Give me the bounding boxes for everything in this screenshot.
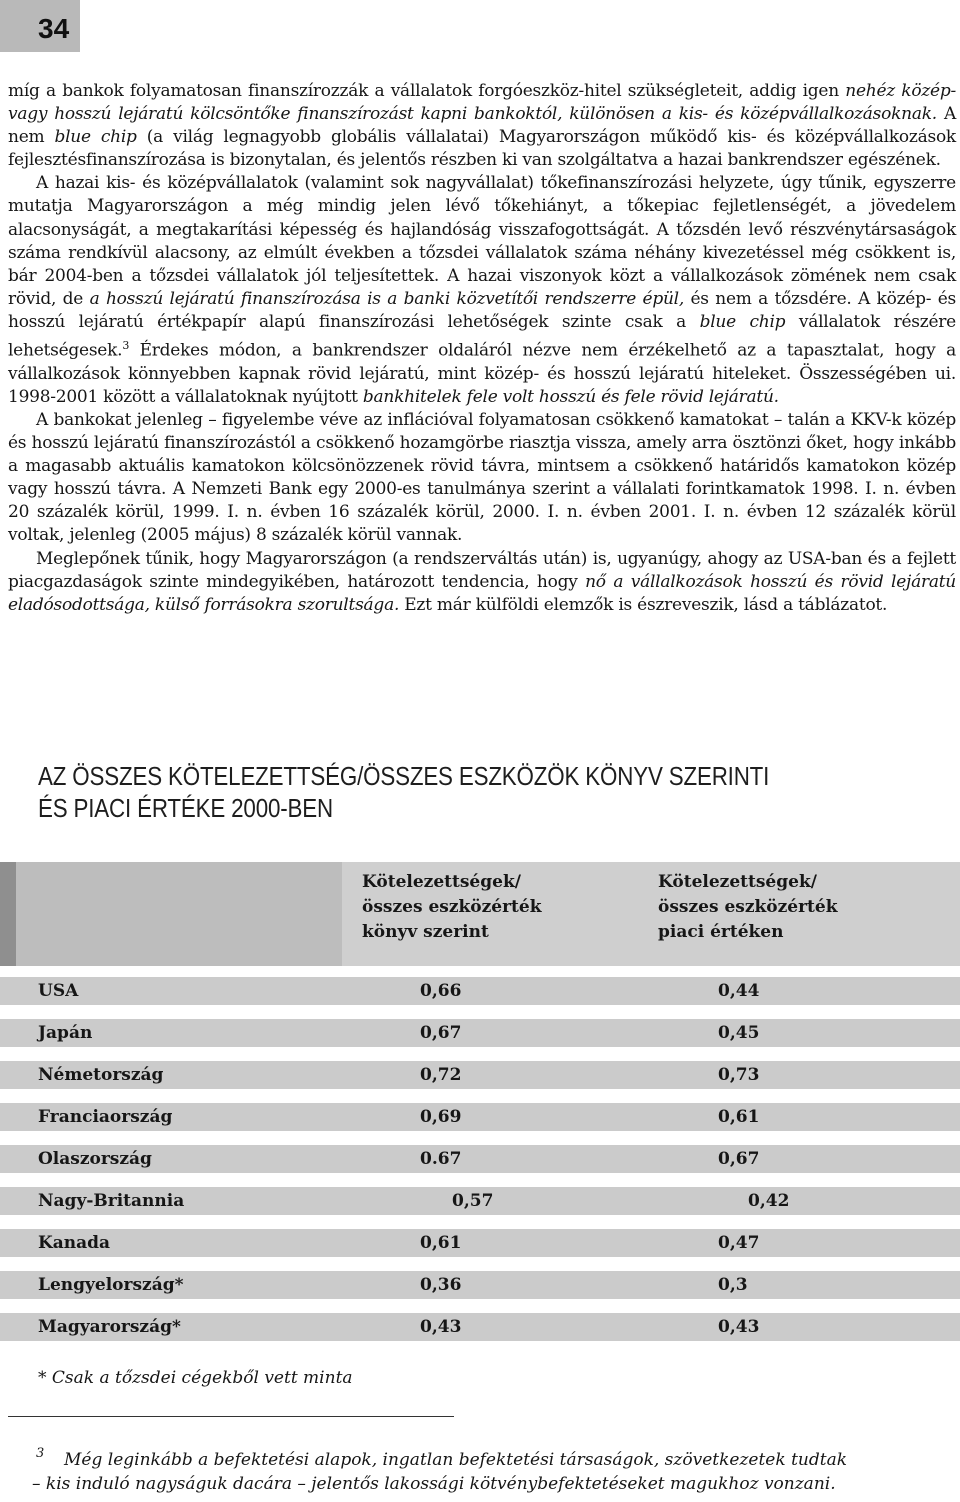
table-header-stub <box>16 862 342 966</box>
book-value-cell: 0,61 <box>420 1233 462 1253</box>
footnote-rule <box>8 1416 454 1417</box>
text-run: Ezt már külföldi elemzők is észreveszik, lásd a táblázatot. <box>399 594 888 615</box>
country-cell: Franciaország <box>38 1107 173 1127</box>
paragraph <box>8 548 956 617</box>
text-run: és nem a tőzsdére. A közép- és hosszú lejáratú értékpapír alapú finanszírozási lehetőségek szinte csak a <box>8 288 956 332</box>
book-value-cell: 0,36 <box>420 1275 462 1295</box>
market-value-cell: 0,45 <box>718 1023 760 1043</box>
text-run: A bankokat jelenleg – figyelembe véve az inflációval folyamatosan csökkenő kamatokat – talán a KKV-k közép és hosszú lejáratú finanszírozástól a csökkenő hozamgörbe riasztja vissza, amely arra ösztönzi őket, hogy inkább a magasabb aktuális kamatokon kölcsönözzenek rövid távra, mintsem a csökkenő határidős kamatokon közép vagy hosszú távra. A Nemzeti Bank egy 2000-es tanulmánya szerint a vállalati forintkamatok 1998. I. n. évben 20 százalék körül, 1999. I. n. évben 16 százalék körül, 2000. I. n. évben 2001. I. n. évben 12 százalék körül voltak, jelenleg (2005 május) 8 százalék körül vannak. <box>8 409 956 546</box>
table-row <box>0 977 960 1005</box>
footnote-number: 3 <box>36 1446 45 1461</box>
text-run: Meglepőnek tűnik, hogy Magyarországon (a rendszerváltás után) is, ugyanúgy, ahogy az USA-ban és a fejlett piacgazdaságok szinte mindegyikében, határozott tendencia, hogy <box>8 548 956 592</box>
market-value-cell: 0,73 <box>718 1065 760 1085</box>
country-cell: Nagy-Britannia <box>38 1191 185 1211</box>
text-run: (a világ legnagyobb globális vállalatai) Magyarországon működő kis- és középvállalkozások fejlesztésfinanszírozása is bizonytalan, és jelentős részben ki van szolgáltatva a hazai bankrendszer egészének. <box>8 127 956 171</box>
country-cell: Magyarország* <box>38 1317 181 1337</box>
table-row <box>0 1187 960 1215</box>
table-note: * Csak a tőzsdei cégekből vett minta <box>38 1368 353 1388</box>
table-row <box>0 1229 960 1257</box>
emphasis-text: a hosszú lejáratú finanszírozása is a banki közvetítői rendszerre épül, <box>89 288 685 309</box>
market-value-cell: 0,43 <box>718 1317 760 1337</box>
text-run: A hazai kis- és középvállalatok (valamint sok nagyvállalat) tőkefinanszírozási helyzete, úgy tűnik, egyszerre mutatja Magyarországon a még mindig jelen lévő tőkehiányt, a tőkepiac fejletlenségét, a jövedelem alacsonyságát, a megtakarítási képesség és hajlandóság visszafogottságát. A tőzsdén levő részvénytársaságok száma rendkívül alacsony, az elmúlt években a tőzsdei vállalatok száma néhány kivezetéssel még csökkent is, bár 2004-ben a tőzsdei vállalatok jól teljesítettek. A hazai viszonyok közt a vállalkozások zömének nem csak rövid, de <box>8 173 956 309</box>
country-cell: Kanada <box>38 1233 111 1253</box>
column-header-market-value: Kötelezettségek/ összes eszközérték piaci értéken <box>658 872 838 942</box>
footnote-ref: 3 <box>122 339 130 353</box>
page-number: 34 <box>0 0 80 52</box>
paragraph <box>8 80 956 172</box>
row-band <box>0 1019 960 1047</box>
table-title: AZ ÖSSZES KÖTELEZETTSÉG/ÖSSZES ESZKÖZÖK KÖNYV SZERINTI ÉS PIACI ÉRTÉKE 2000-BEN <box>38 761 770 823</box>
book-value-cell: 0,43 <box>420 1317 462 1337</box>
market-value-cell: 0,67 <box>718 1149 760 1169</box>
table-row <box>0 1103 960 1131</box>
book-value-cell: 0.67 <box>420 1149 462 1169</box>
emphasis-text: nő a vállalkozások hosszú és rövid lejáratú eladósodottsága, külső forrásokra szorultsága. <box>8 571 957 615</box>
book-value-cell: 0,67 <box>420 1023 462 1043</box>
row-band <box>0 977 960 1005</box>
country-cell: USA <box>38 981 79 1001</box>
text-run: Érdekes módon, a bankrendszer oldaláról nézve nem érzékelhető az a tapasztalat, hogy a vállalkozások könnyebben kapnak rövid lejáratú, mint közép- és hosszú lejáratú hiteleket. Összességében ui. 1998-2001 között a vállalatoknak nyújtott <box>8 340 956 407</box>
market-value-cell: 0,3 <box>718 1275 748 1295</box>
row-band <box>0 1229 960 1257</box>
paragraph <box>8 172 956 409</box>
emphasis-text: blue chip <box>699 311 786 332</box>
book-value-cell: 0,57 <box>452 1191 494 1211</box>
book-value-cell: 0,66 <box>420 981 462 1001</box>
table-row <box>0 1019 960 1047</box>
text-run: vállalatok részére lehetségesek. <box>8 311 956 361</box>
column-header-book-value: Kötelezettségek/ összes eszközérték könyv szerint <box>362 872 542 942</box>
table-row <box>0 1145 960 1173</box>
footnote-text: Még leginkább a befektetési alapok, ingatlan befektetési társaságok, szövetkezetek tudtak – kis induló nagyságuk dacára – jelentős lakossági kötvénybefektetéseket magukhoz vonzani. <box>32 1450 848 1494</box>
book-value-cell: 0,69 <box>420 1107 462 1127</box>
emphasis-text: nehéz közép- vagy hosszú lejáratú kölcsöntőke finanszírozást kapni bankoktól, különösen a kis- és középvállalkozásoknak. <box>8 81 956 125</box>
emphasis-text: blue chip <box>54 127 137 148</box>
country-cell: Japán <box>38 1023 93 1043</box>
country-cell: Olaszország <box>38 1149 152 1169</box>
table-row <box>0 1313 960 1341</box>
body-text <box>8 80 956 617</box>
market-value-cell: 0,47 <box>718 1233 760 1253</box>
table-row <box>0 1271 960 1299</box>
text-run: A nem <box>8 104 956 148</box>
market-value-cell: 0,44 <box>718 981 760 1001</box>
country-cell: Németország <box>38 1065 164 1085</box>
market-value-cell: 0,61 <box>718 1107 760 1127</box>
book-value-cell: 0,72 <box>420 1065 462 1085</box>
market-value-cell: 0,42 <box>748 1191 790 1211</box>
table-header-accent <box>0 862 16 966</box>
paragraph <box>8 409 956 548</box>
table-row <box>0 1061 960 1089</box>
country-cell: Lengyelország* <box>38 1275 184 1295</box>
text-run: míg a bankok folyamatosan finanszírozzák a vállalatok forgóeszköz-hitel szükségleteit, addig igen <box>8 81 846 101</box>
emphasis-text: bankhitelek fele volt hosszú és fele rövid lejáratú. <box>362 386 779 407</box>
